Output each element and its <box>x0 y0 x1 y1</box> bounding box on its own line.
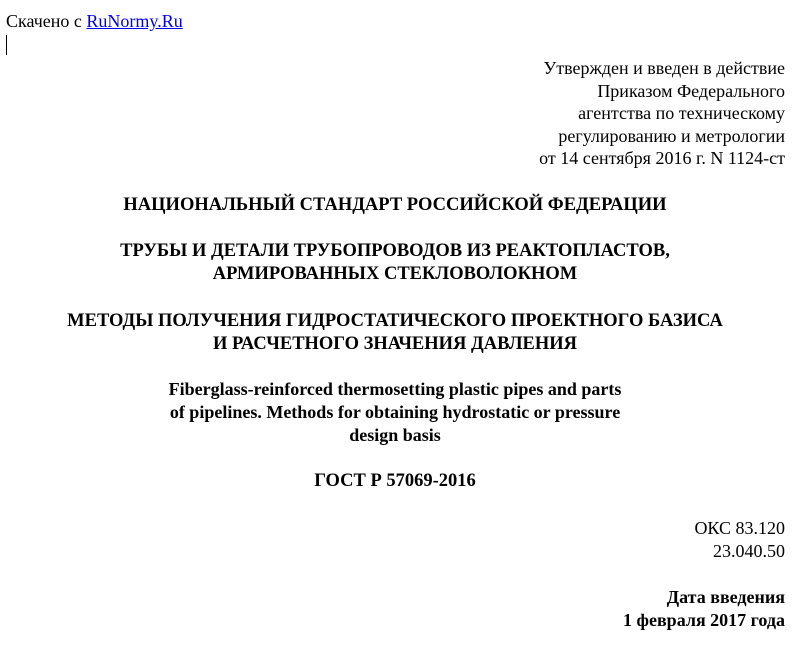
approval-line: регулированию и метрологии <box>558 125 785 146</box>
english-title-line: design basis <box>349 425 441 445</box>
english-title-line: of pipelines. Methods for obtaining hydrostatic or pressure <box>169 402 621 422</box>
english-title <box>0 378 790 447</box>
title-line: И РАСЧЕТНОГО ЗНАЧЕНИЯ ДАВЛЕНИЯ <box>212 334 578 354</box>
gost-number-heading <box>0 470 790 493</box>
approval-block <box>365 57 785 170</box>
russian-title-part-2 <box>0 310 790 356</box>
oks-code-line: 23.040.50 <box>713 541 785 561</box>
title-line: МЕТОДЫ ПОЛУЧЕНИЯ ГИДРОСТАТИЧЕСКОГО ПРОЕКТНОГО БАЗИСА <box>67 311 723 331</box>
title-line: ТРУБЫ И ДЕТАЛИ ТРУБОПРОВОДОВ ИЗ РЕАКТОПЛАСТОВ, <box>120 241 670 261</box>
oks-codes <box>485 517 785 563</box>
oks-code-line: ОКС 83.120 <box>694 518 785 538</box>
gost-number: ГОСТ Р 57069-2016 <box>314 471 476 491</box>
effective-date-block <box>485 586 785 632</box>
approval-line: Утвержден и введен в действие <box>543 58 785 78</box>
national-standard-text: НАЦИОНАЛЬНЫЙ СТАНДАРТ РОССИЙСКОЙ ФЕДЕРАЦИИ <box>123 195 667 215</box>
english-title-line: Fiberglass-reinforced thermosetting plastic pipes and parts <box>168 379 622 399</box>
approval-line: от 14 сентября 2016 г. N 1124-ст <box>539 148 785 168</box>
text-cursor <box>6 35 7 55</box>
approval-line: Приказом Федерального <box>597 80 785 101</box>
russian-title-part-1 <box>0 240 790 286</box>
approval-line: агентства по техническому <box>578 103 785 123</box>
download-prefix: Скачено с <box>6 11 87 31</box>
effective-date-value: 1 февраля 2017 года <box>623 610 785 630</box>
national-standard-heading <box>0 194 790 217</box>
effective-date-label: Дата введения <box>666 587 785 607</box>
runormy-link[interactable]: RuNormy.Ru <box>86 11 183 31</box>
title-line: АРМИРОВАННЫХ СТЕКЛОВОЛОКНОМ <box>212 264 578 284</box>
download-source-line <box>6 10 183 32</box>
